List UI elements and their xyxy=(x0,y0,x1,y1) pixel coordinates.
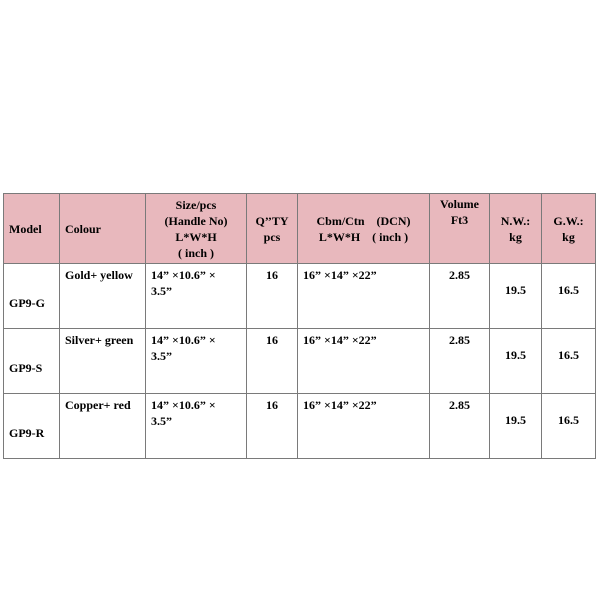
table-row xyxy=(4,329,596,394)
cell-cbm: 16” ×14” ×22” xyxy=(298,329,430,394)
size-line-1: 14” ×10.6” × xyxy=(151,333,216,347)
cell-colour: Gold+ yellow xyxy=(60,264,146,329)
size-line-1: 14” ×10.6” × xyxy=(151,398,216,412)
header-qty: Q’’TY pcs xyxy=(247,194,298,264)
table-row xyxy=(4,264,596,329)
size-line-2: 3.5” xyxy=(151,284,172,298)
cell-colour: Silver+ green xyxy=(60,329,146,394)
cell-cbm: 16” ×14” ×22” xyxy=(298,264,430,329)
cell-gw: 16.5 xyxy=(542,394,596,459)
cell-volume: 2.85 xyxy=(430,394,490,459)
cell-model: GP9-R xyxy=(4,394,60,459)
cell-size xyxy=(146,264,247,329)
cell-cbm: 16” ×14” ×22” xyxy=(298,394,430,459)
table-header-row xyxy=(4,194,596,264)
size-line-2: 3.5” xyxy=(151,414,172,428)
cell-size xyxy=(146,394,247,459)
cell-nw: 19.5 xyxy=(490,394,542,459)
cell-volume: 2.85 xyxy=(430,264,490,329)
header-gw: G.W.: kg xyxy=(542,194,596,264)
cell-nw: 19.5 xyxy=(490,264,542,329)
cell-qty: 16 xyxy=(247,329,298,394)
cell-volume: 2.85 xyxy=(430,329,490,394)
cell-size xyxy=(146,329,247,394)
size-line-1: 14” ×10.6” × xyxy=(151,268,216,282)
cell-model: GP9-S xyxy=(4,329,60,394)
header-volume: Volume Ft3 xyxy=(430,194,490,264)
header-model: Model xyxy=(4,194,60,264)
header-cbm: Cbm/Ctn (DCN) L*W*H ( inch ) xyxy=(298,194,430,264)
cell-gw: 16.5 xyxy=(542,264,596,329)
size-line-2: 3.5” xyxy=(151,349,172,363)
header-colour: Colour xyxy=(60,194,146,264)
cell-gw: 16.5 xyxy=(542,329,596,394)
table-row xyxy=(4,394,596,459)
header-size: Size/pcs (Handle No) L*W*H ( inch ) xyxy=(146,194,247,264)
product-spec-table xyxy=(3,193,596,459)
cell-model: GP9-G xyxy=(4,264,60,329)
cell-nw: 19.5 xyxy=(490,329,542,394)
cell-colour: Copper+ red xyxy=(60,394,146,459)
header-nw: N.W.: kg xyxy=(490,194,542,264)
cell-qty: 16 xyxy=(247,394,298,459)
cell-qty: 16 xyxy=(247,264,298,329)
